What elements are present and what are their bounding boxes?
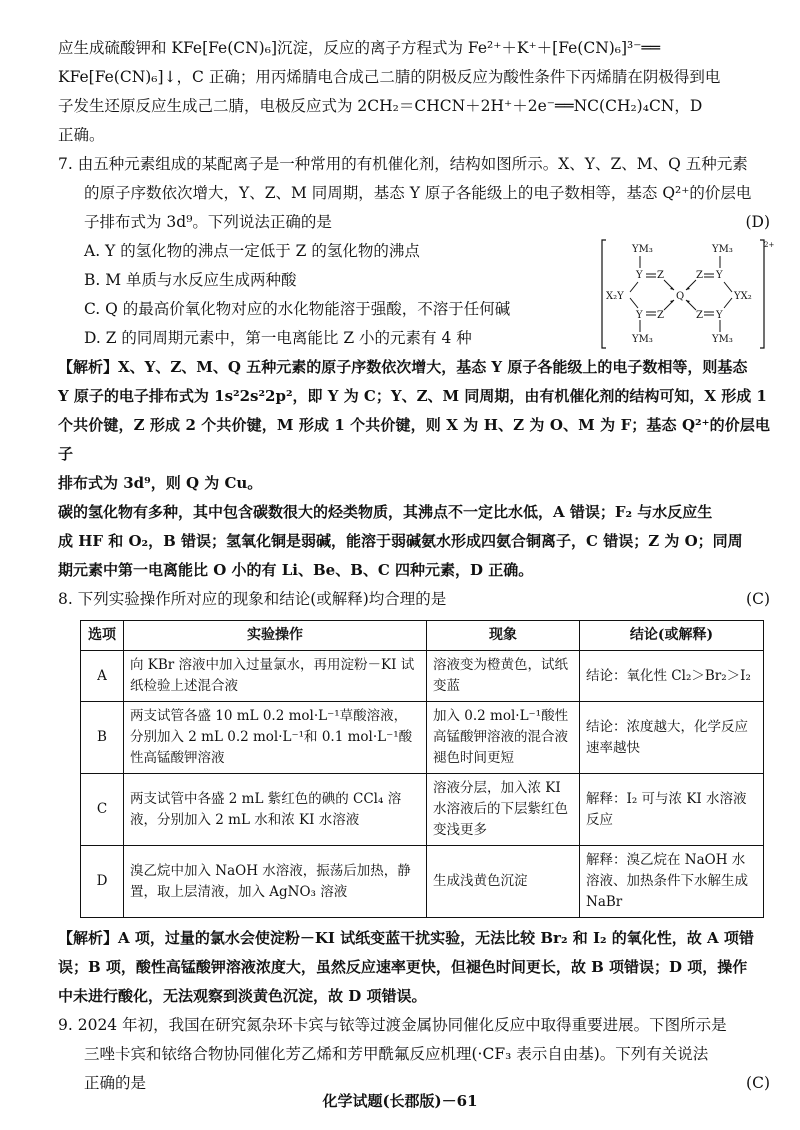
q8-analysis-1 bbox=[58, 924, 770, 953]
q7-analysis-4: 排布式为 3d⁹，则 Q 为 Cu。 bbox=[58, 474, 263, 492]
q7-analysis-7: 期元素中第一电离能比 O 小的有 Li、Be、B、C 四种元素，D 正确。 bbox=[58, 561, 534, 579]
question-8 bbox=[58, 585, 770, 1011]
page-content bbox=[58, 34, 775, 1098]
row-b-phenomenon: 加入 0.2 mol·L⁻¹酸性高锰酸钾溶液的混合液褪色时间更短 bbox=[427, 702, 580, 774]
question-7 bbox=[58, 150, 775, 585]
q8-analysis-1-text: A 项，过量的氯水会使淀粉－KI 试纸变蓝干扰实验，无法比较 Br₂ 和 I₂ 的氧化性，故 A 项错 bbox=[118, 929, 754, 947]
row-b-operation: 两支试管各盛 10 mL 0.2 mol·L⁻¹草酸溶液，分别加入 2 mL 0.2 mol·L⁻¹和 0.1 mol·L⁻¹酸性高锰酸钾溶液 bbox=[124, 702, 427, 774]
q7-stem-3-text: 子排布式为 3d⁹。下列说法正确的是 bbox=[84, 213, 332, 231]
q7-analysis-5: 碳的氢化物有多种，其中包含碳数很大的烃类物质，其沸点不一定比水低，A 错误；F₂ 与水反应生 bbox=[58, 503, 713, 521]
q8-experiment-table bbox=[80, 620, 764, 918]
diagram-y-br: Y bbox=[716, 310, 723, 321]
q8-answer: (C) bbox=[746, 590, 770, 608]
row-b-conclusion: 结论：浓度越大，化学反应速率越快 bbox=[580, 702, 764, 774]
diagram-yx2-right: YX₂ bbox=[734, 291, 752, 302]
table-row bbox=[81, 846, 764, 918]
q7-analysis-tag: 【解析】 bbox=[58, 358, 119, 376]
row-d-option: D bbox=[81, 846, 124, 918]
diagram-ym3-top-right: YM₃ bbox=[712, 244, 733, 255]
row-c-phenomenon: 溶液分层，加入浓 KI 水溶液后的下层紫红色变浅更多 bbox=[427, 774, 580, 846]
row-b-option: B bbox=[81, 702, 124, 774]
row-a-operation: 向 KBr 溶液中加入过量氯水，再用淀粉－KI 试纸检验上述混合液 bbox=[124, 651, 427, 702]
q7-analysis-2: Y 原子的电子排布式为 1s²2s²2p²，即 Y 为 C；Y、Z、M 同周期，由有机催化剂的结构可知，X 形成 1 bbox=[58, 387, 767, 405]
diagram-z-br: Z bbox=[696, 310, 703, 321]
q7-stem-2: 的原子序数依次增大，Y、Z、M 同周期，基态 Y 原子各能级上的电子数相等，基态 Q²⁺的价层电 bbox=[84, 184, 752, 202]
q8-analysis-tag: 【解析】 bbox=[58, 929, 119, 947]
intro-line-2: KFe[Fe(CN)₆]↓，C 正确；用丙烯腈电合成己二腈的阴极反应为酸性条件下丙烯腈在阴极得到电 bbox=[58, 68, 721, 86]
q7-answer: (D) bbox=[745, 213, 770, 231]
intro-line-3: 子发生还原反应生成己二腈，电极反应式为 2CH₂＝CHCN＋2H⁺＋2e⁻══NC(CH₂)₄CN，D bbox=[58, 97, 703, 115]
diagram-y-tr: Y bbox=[716, 270, 723, 281]
header-conclusion: 结论(或解释) bbox=[580, 621, 764, 651]
row-d-phenomenon: 生成浅黄色沉淀 bbox=[427, 846, 580, 918]
row-d-conclusion: 解释：溴乙烷在 NaOH 水溶液、加热条件下水解生成 NaBr bbox=[580, 846, 764, 918]
q9-stem-3-text: 正确的是 bbox=[84, 1074, 147, 1092]
q8-analysis-2: 误；B 项，酸性高锰酸钾溶液浓度大，虽然反应速率更快，但褪色时间更长，故 B 项错误；D 项，操作 bbox=[58, 958, 748, 976]
diagram-ym3-bottom-left: YM₃ bbox=[632, 334, 653, 345]
diagram-ym3-top-left: YM₃ bbox=[632, 244, 653, 255]
diagram-ym3-bottom-right: YM₃ bbox=[712, 334, 733, 345]
row-d-operation: 溴乙烷中加入 NaOH 水溶液，振荡后加热，静置，取上层清液，加入 AgNO₃ 溶液 bbox=[124, 846, 427, 918]
q8-analysis-3: 中未进行酸化，无法观察到淡黄色沉淀，故 D 项错误。 bbox=[58, 987, 427, 1005]
q8-stem-text: 8. 下列实验操作所对应的现象和结论(或解释)均合理的是 bbox=[58, 590, 447, 608]
row-a-option: A bbox=[81, 651, 124, 702]
q7-option-c: C. Q 的最高价氧化物对应的水化物能溶于强酸，不溶于任何碱 bbox=[84, 300, 511, 318]
q7-option-d: D. Z 的同周期元素中，第一电离能比 Z 小的元素有 4 种 bbox=[84, 329, 472, 347]
q7-analysis-1-text: X、Y、Z、M、Q 五种元素的原子序数依次增大，基态 Y 原子各能级上的电子数相等，则基态 bbox=[118, 358, 748, 376]
intro-line-1: 应生成硫酸钾和 KFe[Fe(CN)₆]沉淀，反应的离子方程式为 Fe²⁺＋K⁺＋[Fe(CN)₆]³⁻══ bbox=[58, 39, 661, 57]
table-row bbox=[81, 702, 764, 774]
table-row bbox=[81, 774, 764, 846]
q8-stem bbox=[58, 585, 770, 614]
diagram-q: Q bbox=[676, 291, 685, 302]
complex-ion-structure-diagram bbox=[600, 238, 775, 350]
header-option: 选项 bbox=[81, 621, 124, 651]
row-c-conclusion: 解释：I₂ 可与浓 KI 水溶液反应 bbox=[580, 774, 764, 846]
header-phenomenon: 现象 bbox=[427, 621, 580, 651]
q9-stem-2: 三唑卡宾和铱络合物协同催化芳乙烯和芳甲酰氟反应机理(·CF₃ 表示自由基)。下列有关说法 bbox=[84, 1045, 709, 1063]
row-c-operation: 两支试管中各盛 2 mL 紫红色的碘的 CCl₄ 溶液，分别加入 2 mL 水和浓 KI 水溶液 bbox=[124, 774, 427, 846]
diagram-y-tl: Y bbox=[636, 270, 643, 281]
q9-answer: (C) bbox=[746, 1074, 770, 1092]
q7-option-b: B. M 单质与水反应生成两种酸 bbox=[84, 271, 297, 289]
q9-stem-1: 9. 2024 年初，我国在研究氮杂环卡宾与铱等过渡金属协同催化反应中取得重要进展。下图所示是 bbox=[58, 1016, 727, 1034]
q7-option-a: A. Y 的氢化物的沸点一定低于 Z 的氢化物的沸点 bbox=[84, 242, 420, 260]
diagram-charge: 2+ bbox=[764, 241, 775, 249]
q7-analysis-3: 个共价键，Z 形成 2 个共价键，M 形成 1 个共价键，则 X 为 H、Z 为 O、M 为 F；基态 Q²⁺的价层电子 bbox=[58, 416, 770, 463]
table-header-row bbox=[81, 621, 764, 651]
row-c-option: C bbox=[81, 774, 124, 846]
diagram-z-bl: Z bbox=[657, 310, 664, 321]
diagram-z-tl: Z bbox=[657, 270, 664, 281]
diagram-z-tr: Z bbox=[696, 270, 703, 281]
row-a-conclusion: 结论：氧化性 Cl₂＞Br₂＞I₂ bbox=[580, 651, 764, 702]
diagram-x2y-left: X₂Y bbox=[606, 291, 624, 302]
q7-stem-3 bbox=[58, 208, 770, 237]
q7-analysis-6: 成 HF 和 O₂，B 错误；氢氧化铜是弱碱，能溶于弱碱氨水形成四氨合铜离子，C 错误；Z 为 O；同周 bbox=[58, 532, 743, 550]
table-row bbox=[81, 651, 764, 702]
q7-analysis-1 bbox=[58, 353, 770, 382]
intro-line-4: 正确。 bbox=[58, 126, 105, 144]
q7-stem-1: 7. 由五种元素组成的某配离子是一种常用的有机催化剂，结构如图所示。X、Y、Z、M、Q 五种元素 bbox=[58, 155, 748, 173]
page-footer: 化学试题(长郡版)－61 bbox=[322, 1092, 478, 1110]
question-9 bbox=[58, 1011, 770, 1098]
row-a-phenomenon: 溶液变为橙黄色，试纸变蓝 bbox=[427, 651, 580, 702]
header-operation: 实验操作 bbox=[124, 621, 427, 651]
diagram-y-bl: Y bbox=[636, 310, 643, 321]
